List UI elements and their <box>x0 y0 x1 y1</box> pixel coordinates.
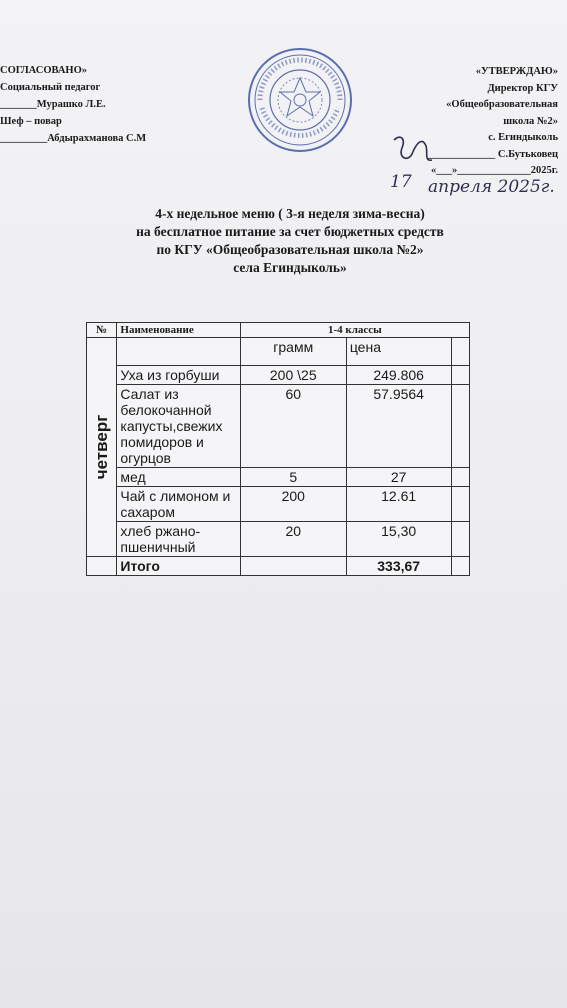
dish-gram: 200 \25 <box>240 366 346 385</box>
table-row <box>87 468 470 487</box>
table-row <box>87 522 470 557</box>
dish-extra <box>451 522 469 557</box>
dish-name: мед <box>117 468 240 487</box>
dish-gram: 20 <box>240 522 346 557</box>
document-title <box>40 205 540 277</box>
approval-right-line: Директор КГУ <box>487 82 558 94</box>
approval-right-line: «___»______________2025г. <box>431 165 558 176</box>
subheader-gram: грамм <box>240 338 346 366</box>
title-line: на бесплатное питание за счет бюджетных средств <box>136 224 444 239</box>
dish-name: хлеб ржано-пшеничный <box>117 522 240 557</box>
dish-extra <box>451 487 469 522</box>
approval-left-line: СОГЛАСОВАНО» <box>0 65 87 76</box>
day-label: четверг <box>91 414 111 480</box>
title-line: по КГУ «Общеобразовательная школа №2» <box>156 242 424 257</box>
subheader-extra <box>451 338 469 366</box>
approval-right-line: с. Егиндыколь <box>488 132 558 143</box>
table-total-row <box>87 557 470 576</box>
total-value: 333,67 <box>346 557 451 576</box>
total-gram-empty <box>240 557 346 576</box>
table-subheader-row <box>87 338 470 366</box>
handwritten-day: 17 <box>390 172 412 192</box>
dish-extra <box>451 366 469 385</box>
approval-right-line: «УТВЕРЖДАЮ» <box>475 66 558 77</box>
dish-name: Салат из белокочанной капусты,свежих помидоров и огурцов <box>117 385 240 468</box>
dish-extra <box>451 385 469 468</box>
dish-name: Уха из горбуши <box>117 366 240 385</box>
dish-gram: 60 <box>240 385 346 468</box>
dish-price: 12.61 <box>346 487 451 522</box>
dish-extra <box>451 468 469 487</box>
title-line: 4-х недельное меню ( 3-я неделя зима-весна) <box>155 206 425 221</box>
menu-table <box>86 322 470 576</box>
dish-price: 27 <box>346 468 451 487</box>
dish-gram: 200 <box>240 487 346 522</box>
approval-right-line: _____________ С.Бутьковец <box>426 148 558 160</box>
table-row <box>87 385 470 468</box>
dish-name: Чай с лимоном и сахаром <box>117 487 240 522</box>
total-label: Итого <box>117 557 240 576</box>
table-row <box>87 487 470 522</box>
approval-left-line: _______Мурашко Л.Е. <box>0 99 106 110</box>
header-class-group: 1-4 классы <box>240 323 469 338</box>
approval-left-block <box>0 62 200 147</box>
total-empty <box>87 557 117 576</box>
table-header-row <box>87 323 470 338</box>
day-cell <box>87 338 117 557</box>
title-line: села Егиндыколь» <box>233 260 347 275</box>
subheader-price: цена <box>346 338 451 366</box>
approval-left-line: Шеф – повар <box>0 116 62 127</box>
table-row <box>87 366 470 385</box>
total-extra <box>451 557 469 576</box>
subheader-empty <box>117 338 240 366</box>
approval-left-line: _________Абдырахманова С.М <box>0 133 147 144</box>
dish-gram: 5 <box>240 468 346 487</box>
handwritten-month-year: апреля 2025г. <box>428 177 555 197</box>
approval-right-line: «Общеобразовательная <box>446 99 558 110</box>
state-emblem-seal <box>246 46 354 154</box>
header-num: № <box>87 323 117 338</box>
dish-price: 57.9564 <box>346 385 451 468</box>
approval-right-line: школа №2» <box>503 115 558 127</box>
dish-price: 15,30 <box>346 522 451 557</box>
header-name: Наименование <box>117 323 240 338</box>
director-signature <box>388 132 448 172</box>
approval-left-line: Социальный педагог <box>0 82 101 93</box>
dish-price: 249.806 <box>346 366 451 385</box>
